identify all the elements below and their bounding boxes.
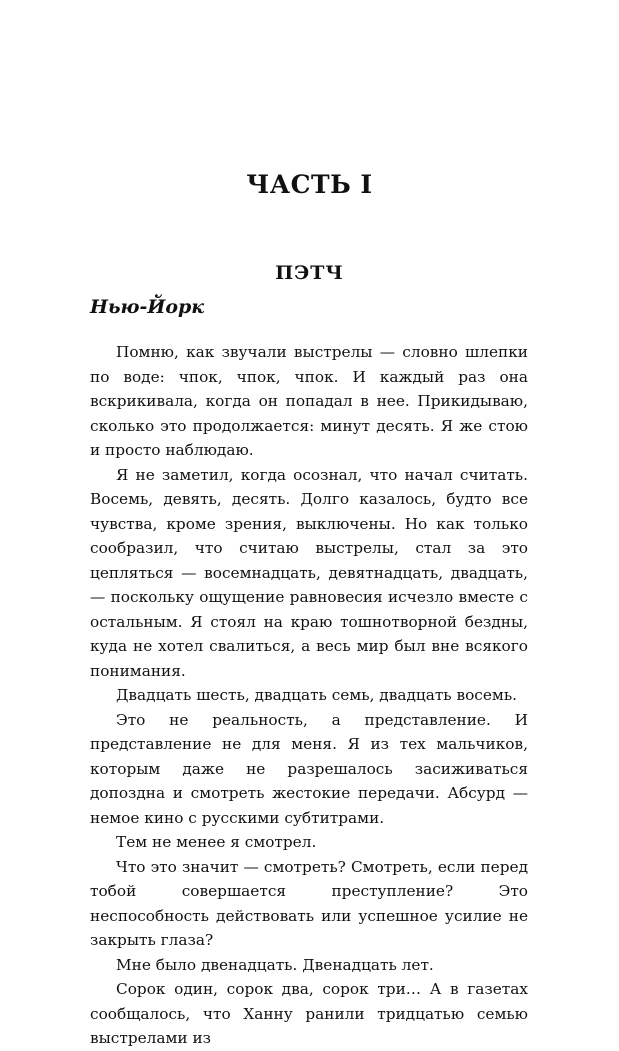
- part-title: ЧАСТЬ I: [246, 170, 373, 199]
- paragraph: Двадцать шесть, двадцать семь, двадцать восемь.: [116, 686, 518, 704]
- chapter-title: ПЭТЧ: [275, 262, 344, 284]
- paragraph: Мне было двенадцать. Двенадцать лет.: [116, 955, 434, 974]
- paragraph: Что это значит — смотреть? Смотреть, если перед тобой совершается преступление? Это неспособность действовать или успешное усилие не закрыть глаза?: [90, 857, 528, 949]
- paragraph: Тем не менее я смотрел.: [116, 833, 317, 851]
- body-text: [90, 340, 528, 1051]
- paragraph: Это не реальность, а представление. И представление не для меня. Я из тех мальчиков, которым даже не разрешалось засиживаться допоздна и смотреть жестокие передачи. Абсурд — немое кино с русскими субтитрами.: [90, 710, 528, 827]
- paragraph: Я не заметил, когда осознал, что начал считать. Восемь, девять, десять. Долго казалось, будто все чувства, кроме зрения, выключены. Но как только сообразил, что считаю выстрелы, стал за это цепляться — восемнадцать, девятнадцать, двадцать, — поскольку ощущение равновесия исчезло вместе с остальным. Я стоял на краю тошнотворной бездны, куда не хотел свалиться, а весь мир был вне всякого понимания.: [90, 465, 528, 680]
- paragraph: Сорок один, сорок два, сорок три… А в газетах сообщалось, что Ханну ранили тридцатью семью выстрелами из: [90, 980, 528, 1047]
- location-heading: Нью-Йорк: [90, 296, 205, 318]
- paragraph: Помню, как звучали выстрелы — словно шлепки по воде: чпок, чпок, чпок. И каждый раз она вскрикивала, когда он попадал в нее. Прикидываю, сколько это продолжается: минут десять. Я же стою и просто наблюдаю.: [90, 343, 528, 459]
